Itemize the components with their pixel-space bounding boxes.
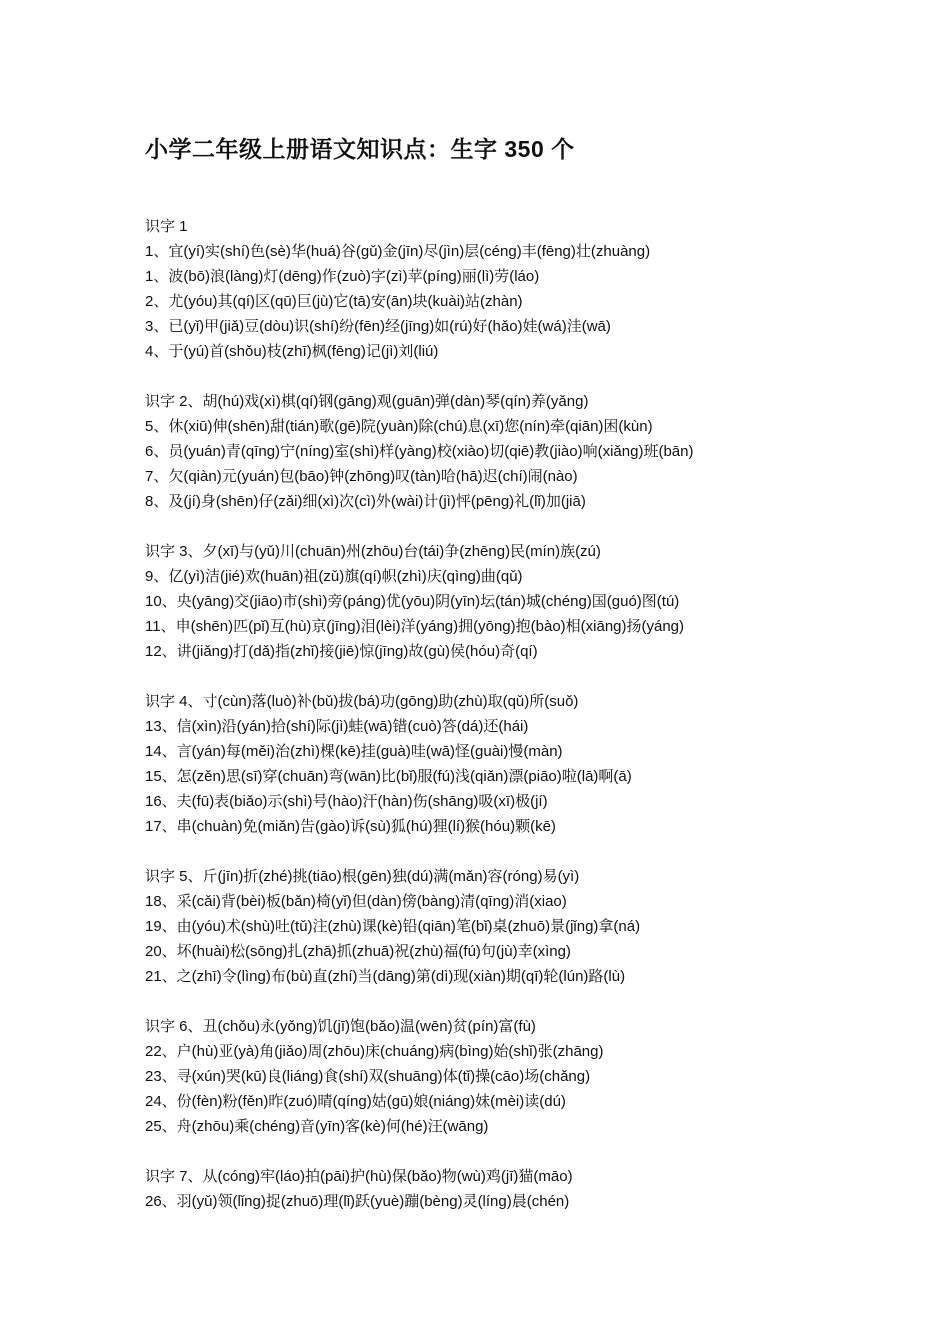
list-item: 11、申(shēn)匹(pǐ)互(hù)京(jīng)泪(lèi)洋(yáng)拥(yōng)抱(bào)相(xiāng)扬(yáng) [145,618,685,635]
list-item: 1、宜(yí)实(shí)色(sè)华(huá)谷(gǔ)金(jīn)尽(jìn)层(céng)丰(fēng)壮(zhuàng) [145,243,651,260]
lesson-group-7 [145,1164,925,1214]
list-item: 识字 4、寸(cùn)落(luò)补(bǔ)拔(bá)功(gōng)助(zhù)取(qǔ)所(suǒ) [145,693,579,710]
list-item: 识字 1 [145,218,188,235]
lesson-group-5 [145,864,925,989]
list-item: 1、波(bō)浪(làng)灯(dēng)作(zuò)字(zì)苹(píng)丽(lì)劳(láo) [145,268,540,285]
list-item: 13、信(xìn)沿(yán)拾(shí)际(jì)蛙(wā)错(cuò)答(dá)还(hái) [145,718,529,735]
document-title: 小学二年级上册语文知识点：生字 350 个 [145,136,575,162]
list-item: 识字 7、从(cóng)牢(láo)拍(pāi)护(hù)保(bǎo)物(wù)鸡(jī)猫(māo) [145,1168,573,1185]
list-item: 25、舟(zhōu)乘(chéng)音(yīn)客(kè)何(hé)汪(wāng) [145,1118,489,1135]
list-item: 识字 5、斤(jīn)折(zhé)挑(tiāo)根(gēn)独(dú)满(mǎn)容(róng)易(yì) [145,868,580,885]
list-item: 21、之(zhī)令(lìng)布(bù)直(zhí)当(dāng)第(dì)现(xiàn)期(qī)轮(lún)路(lù) [145,968,626,985]
list-item: 14、言(yán)每(měi)治(zhì)棵(kē)挂(guà)哇(wā)怪(guài)慢(màn) [145,743,563,760]
list-item: 5、休(xiū)伸(shēn)甜(tián)歌(gē)院(yuàn)除(chú)息(xī)您(nín)牵(qiān)困(kùn) [145,418,653,435]
lesson-group-1 [145,214,925,364]
list-item: 15、怎(zěn)思(sī)穿(chuān)弯(wān)比(bǐ)服(fú)浅(qiǎn)漂(piāo)啦(lā)啊(ā) [145,768,632,785]
list-item: 16、夫(fū)表(biǎo)示(shì)号(hào)汗(hàn)伤(shāng)吸(xī)极(jí) [145,793,548,810]
lesson-group-4 [145,689,925,839]
character-list [145,214,925,1239]
list-item: 18、采(cǎi)背(bèi)板(bǎn)椅(yǐ)但(dàn)傍(bàng)清(qīng)消(xiao) [145,893,567,910]
list-item: 3、已(yǐ)甲(jiǎ)豆(dòu)识(shí)纷(fēn)经(jīng)如(rú)好(hǎo)娃(wá)洼(wā) [145,318,611,335]
list-item: 2、尤(yóu)其(qí)区(qū)巨(jù)它(tā)安(ān)块(kuài)站(zhàn) [145,293,523,310]
list-item: 6、员(yuán)青(qīng)宁(níng)室(shì)样(yàng)校(xiào)切(qiē)教(jiào)响(xiǎng)班(bān) [145,443,694,460]
list-item: 20、坏(huài)松(sōng)扎(zhā)抓(zhuā)祝(zhù)福(fú)句(jù)幸(xìng) [145,943,571,960]
list-item: 24、份(fèn)粉(fěn)昨(zuó)晴(qíng)姑(gū)娘(niáng)妹(mèi)读(dú) [145,1093,566,1110]
list-item: 19、由(yóu)术(shù)吐(tǔ)注(zhù)课(kè)铅(qiān)笔(bǐ)桌(zhuō)景(jǐng)拿(ná) [145,918,641,935]
list-item: 17、串(chuàn)免(miǎn)告(gào)诉(sù)狐(hú)狸(lí)猴(hóu)颗(kē) [145,818,556,835]
lesson-group-6 [145,1014,925,1139]
list-item: 9、亿(yì)洁(jié)欢(huān)祖(zǔ)旗(qí)帜(zhì)庆(qìng)曲(qǔ) [145,568,523,585]
lesson-group-2 [145,389,925,514]
list-item: 12、讲(jiǎng)打(dǎ)指(zhǐ)接(jiē)惊(jīng)故(gù)侯(hóu)奇(qí) [145,643,538,660]
lesson-group-3 [145,539,925,664]
list-item: 7、欠(qiàn)元(yuán)包(bāo)钟(zhōng)叹(tàn)哈(hā)迟(chí)闹(nào) [145,468,578,485]
list-item: 识字 6、丑(chǒu)永(yǒng)饥(jī)饱(bǎo)温(wēn)贫(pín)富(fù) [145,1018,536,1035]
list-item: 26、羽(yǔ)领(lǐng)捉(zhuō)理(lǐ)跃(yuè)蹦(bèng)灵(líng)晨(chén) [145,1193,570,1210]
list-item: 22、户(hù)亚(yà)角(jiǎo)周(zhōu)床(chuáng)病(bìng)始(shǐ)张(zhāng) [145,1043,604,1060]
list-item: 10、央(yāng)交(jiāo)市(shì)旁(páng)优(yōu)阴(yīn)坛(tán)城(chéng)国(guó)图(tú) [145,593,680,610]
list-item: 23、寻(xún)哭(kū)良(liáng)食(shí)双(shuāng)体(tǐ)操(cāo)场(chǎng) [145,1068,591,1085]
list-item: 8、及(jí)身(shēn)仔(zǎi)细(xì)次(cì)外(wài)计(jì)怦(pēng)礼(lǐ)加(jiā) [145,493,586,510]
list-item: 识字 2、胡(hú)戏(xì)棋(qí)钢(gāng)观(guān)弹(dàn)琴(qín)养(yǎng) [145,393,589,410]
list-item: 识字 3、夕(xī)与(yǔ)川(chuān)州(zhōu)台(tái)争(zhēng)民(mín)族(zú) [145,543,601,560]
list-item: 4、于(yú)首(shǒu)枝(zhī)枫(fēng)记(jì)刘(liú) [145,343,439,360]
